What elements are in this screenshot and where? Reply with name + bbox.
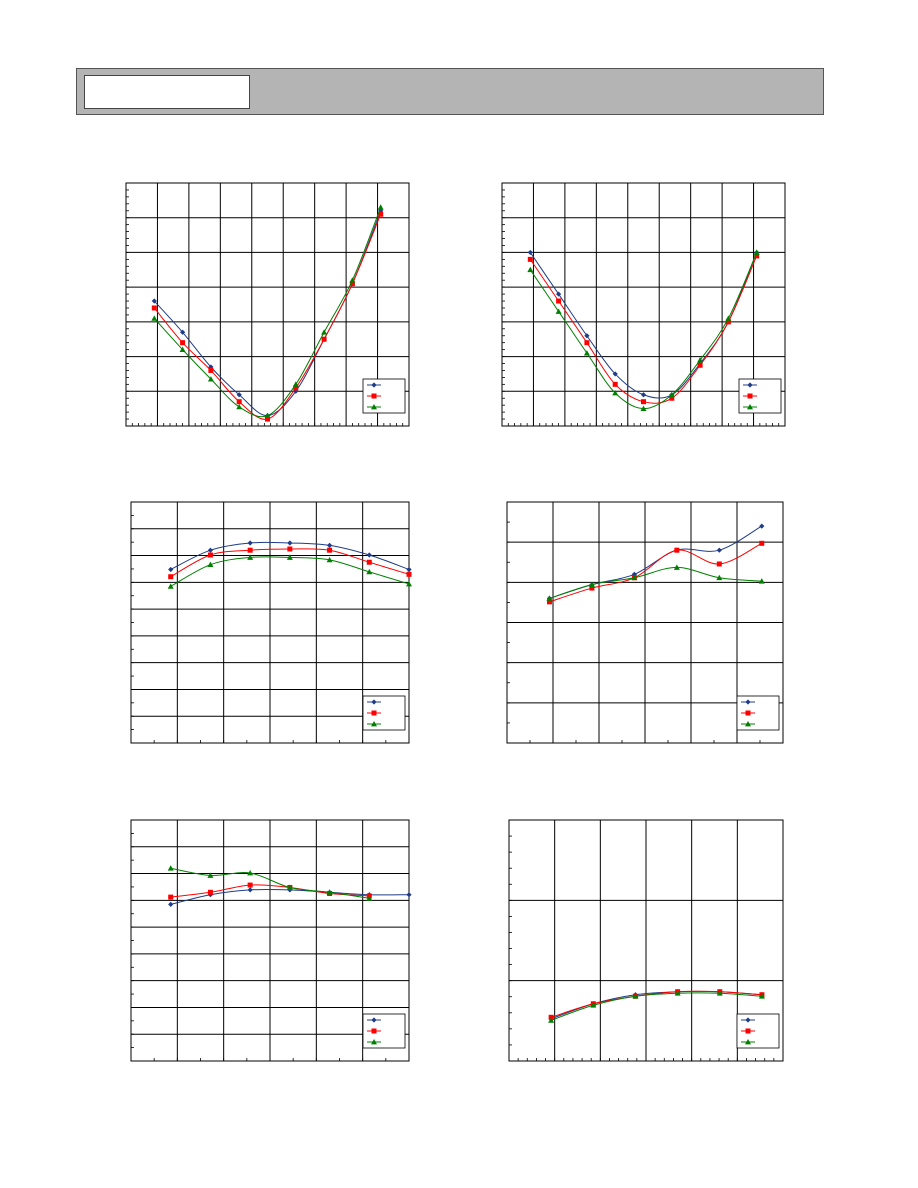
data-point xyxy=(613,382,618,387)
legend-marker xyxy=(372,711,377,716)
data-point xyxy=(248,883,253,888)
legend-marker xyxy=(748,394,753,399)
legend xyxy=(363,379,405,413)
data-point xyxy=(322,337,327,342)
data-point xyxy=(237,399,242,404)
header-label-box xyxy=(84,75,250,109)
data-point xyxy=(556,299,561,304)
data-point xyxy=(248,548,253,553)
data-point xyxy=(287,546,292,551)
chart-2 xyxy=(501,182,786,427)
data-point xyxy=(180,340,185,345)
data-point xyxy=(208,890,213,895)
data-point xyxy=(327,548,332,553)
legend xyxy=(737,696,779,730)
legend xyxy=(737,1014,779,1048)
chart-1 xyxy=(125,182,410,427)
legend-marker xyxy=(372,1029,377,1034)
data-point xyxy=(759,541,764,546)
chart-5 xyxy=(130,819,410,1062)
chart-3 xyxy=(130,501,410,744)
data-point xyxy=(584,340,589,345)
legend-marker xyxy=(746,1029,751,1034)
data-point xyxy=(698,363,703,368)
legend xyxy=(363,1014,405,1048)
data-point xyxy=(208,368,213,373)
legend xyxy=(739,379,781,413)
header-bar xyxy=(76,68,824,115)
chart-4 xyxy=(506,501,784,744)
data-point xyxy=(168,895,173,900)
legend xyxy=(363,696,405,730)
data-point xyxy=(407,572,412,577)
chart-6 xyxy=(508,819,784,1062)
legend-marker xyxy=(372,394,377,399)
data-point xyxy=(152,305,157,310)
data-point xyxy=(641,399,646,404)
data-point xyxy=(367,560,372,565)
data-point xyxy=(717,561,722,566)
data-point xyxy=(168,574,173,579)
data-point xyxy=(528,257,533,262)
legend-marker xyxy=(746,711,751,716)
data-point xyxy=(674,548,679,553)
data-point xyxy=(208,553,213,558)
